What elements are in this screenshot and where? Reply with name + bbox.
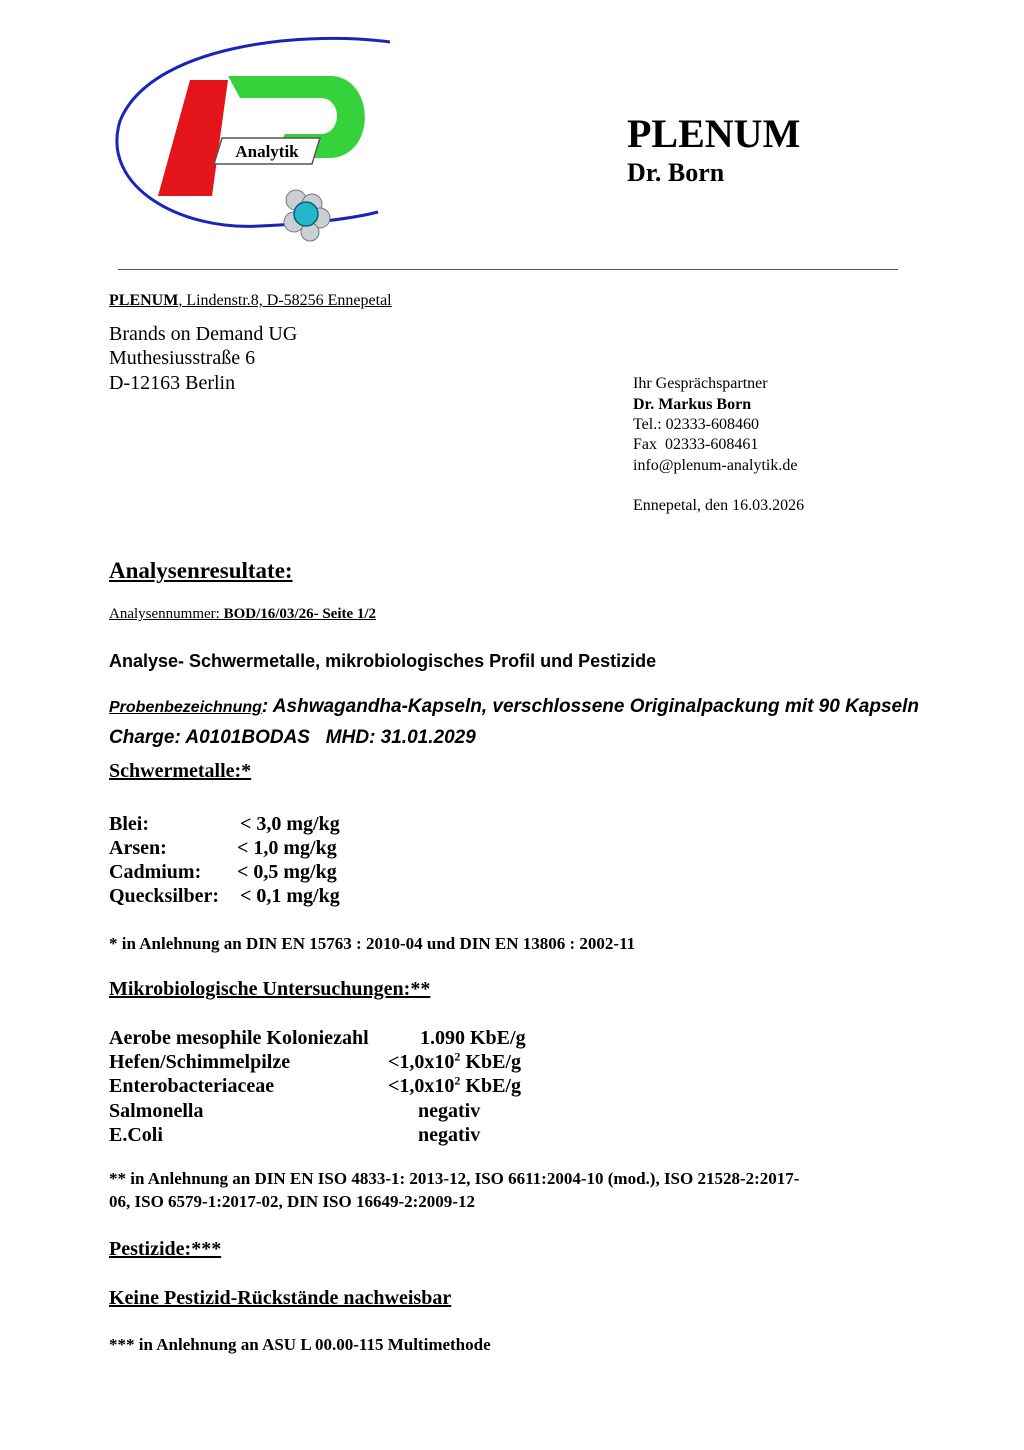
contact-label: Ihr Gesprächspartner [633, 375, 768, 392]
micro-value-unit: KbE/g [460, 1075, 521, 1097]
micro-row-value [388, 1051, 521, 1074]
metal-row-value: < 1,0 mg/kg [237, 837, 337, 859]
sample-description [109, 696, 919, 718]
heavy-metals-heading: Schwermetalle:* [109, 760, 252, 782]
micro-row-label: E.Coli [109, 1124, 163, 1146]
micro-row-label: Enterobacteriaceae [109, 1075, 275, 1097]
charge-line: Charge: A0101BODAS MHD: 31.01.2029 [109, 727, 476, 748]
sample-value: : Ashwagandha-Kapseln, verschlossene Originalpackung mit 90 Kapseln [261, 696, 920, 717]
pesticides-result: Keine Pestizid-Rückstände nachweisbar [109, 1287, 452, 1309]
sample-label: Probenbezeichnung [109, 699, 262, 716]
logo-text: Analytik [235, 142, 299, 161]
metal-row-label: Blei: [109, 813, 149, 835]
report-heading: Analysenresultate: [109, 558, 293, 583]
micro-row-value: 1.090 KbE/g [420, 1027, 526, 1049]
contact-fax: Fax 02333-608461 [633, 436, 759, 453]
micro-row-label: Aerobe mesophile Koloniezahl [109, 1027, 369, 1049]
microbiology-note-line: ** in Anlehnung an DIN EN ISO 4833-1: 2013-12, ISO 6611:2004-10 (mod.), ISO 21528-2:2017- [109, 1169, 800, 1188]
analysis-title: Analyse- Schwermetalle, mikrobiologisches Profil und Pestizide [109, 651, 657, 671]
micro-row-label: Hefen/Schimmelpilze [109, 1051, 291, 1073]
contact-person: Dr. Markus Born [633, 396, 752, 413]
metal-row-label: Cadmium: [109, 861, 202, 883]
recipient-line: D-12163 Berlin [109, 372, 236, 394]
metal-row-label: Quecksilber: [109, 885, 219, 907]
company-subtitle: Dr. Born [627, 158, 725, 187]
metal-row-label: Arsen: [109, 837, 167, 859]
metal-row-value: < 0,1 mg/kg [240, 885, 340, 907]
sender-line [109, 292, 392, 310]
micro-value-exponent: 2 [454, 1073, 461, 1088]
micro-row-value [388, 1075, 521, 1098]
micro-value-base: <1,0x10 [388, 1051, 455, 1073]
pesticides-heading: Pestizide:*** [109, 1238, 222, 1260]
recipient-line: Brands on Demand UG [109, 323, 298, 345]
sender-address: , Lindenstr.8, D-58256 Ennepetal [178, 292, 392, 309]
micro-row-label: Salmonella [109, 1100, 204, 1122]
contact-tel: Tel.: 02333-608460 [633, 416, 759, 433]
recipient-line: Muthesiusstraße 6 [109, 347, 256, 369]
header-divider [118, 269, 898, 270]
micro-value-exponent: 2 [454, 1049, 461, 1064]
metal-row-value: < 3,0 mg/kg [240, 813, 340, 835]
letter-date: Ennepetal, den 16.03.2026 [633, 497, 805, 514]
analysis-number [109, 606, 376, 623]
plenum-analytik-logo [110, 36, 400, 254]
micro-value-unit: KbE/g [460, 1051, 521, 1073]
contact-email: info@plenum-analytik.de [633, 457, 798, 474]
micro-row-value: negativ [418, 1100, 481, 1122]
sender-name: PLENUM [109, 292, 179, 309]
metal-row-value: < 0,5 mg/kg [237, 861, 337, 883]
analysis-number-value: BOD/16/03/26- Seite 1/2 [223, 606, 377, 622]
micro-value-base: <1,0x10 [388, 1075, 455, 1097]
pesticides-note: *** in Anlehnung an ASU L 00.00-115 Multimethode [109, 1335, 491, 1354]
heavy-metals-note: * in Anlehnung an DIN EN 15763 : 2010-04 und DIN EN 13806 : 2002-11 [109, 934, 636, 953]
microbiology-note-line: 06, ISO 6579-1:2017-02, DIN ISO 16649-2:2009-12 [109, 1192, 475, 1211]
microbiology-heading: Mikrobiologische Untersuchungen:** [109, 978, 431, 1000]
micro-row-value: negativ [418, 1124, 481, 1146]
company-name: PLENUM [627, 111, 801, 156]
analysis-number-label: Analysennummer: [109, 606, 224, 622]
